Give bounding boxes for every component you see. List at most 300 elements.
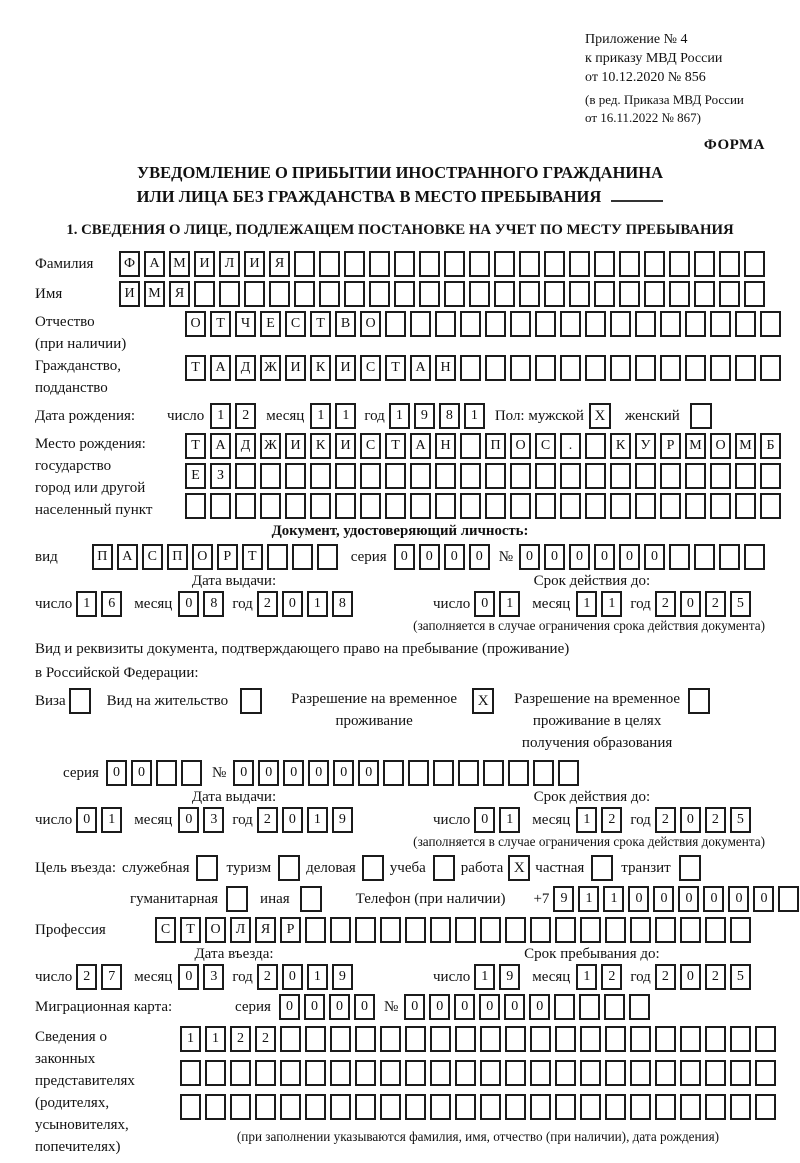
char-cell[interactable] (485, 311, 506, 337)
char-cell[interactable] (569, 251, 590, 277)
char-cell[interactable]: 2 (655, 807, 676, 833)
char-cell[interactable]: И (285, 433, 306, 459)
char-cell[interactable]: 0 (703, 886, 724, 912)
char-cell[interactable] (730, 1094, 751, 1120)
char-cell[interactable] (394, 281, 415, 307)
char-cell[interactable] (460, 463, 481, 489)
char-cell[interactable] (760, 311, 781, 337)
char-cell[interactable] (705, 1060, 726, 1086)
char-cell[interactable]: 1 (307, 964, 328, 990)
char-cell[interactable]: Я (169, 281, 190, 307)
char-cell[interactable]: 8 (203, 591, 224, 617)
char-cell[interactable] (508, 760, 529, 786)
char-cell[interactable] (380, 917, 401, 943)
char-cell[interactable] (660, 311, 681, 337)
char-cell[interactable]: Т (385, 433, 406, 459)
char-cell[interactable] (535, 463, 556, 489)
char-cell[interactable] (435, 493, 456, 519)
char-cell[interactable] (455, 917, 476, 943)
char-cell[interactable]: П (92, 544, 113, 570)
char-cell[interactable]: 1 (576, 591, 597, 617)
char-cell[interactable] (635, 463, 656, 489)
char-cell[interactable]: Л (230, 917, 251, 943)
char-cell[interactable] (480, 1026, 501, 1052)
char-cell[interactable]: 5 (730, 964, 751, 990)
char-cell[interactable] (719, 251, 740, 277)
char-cell[interactable]: Ж (260, 355, 281, 381)
char-cell[interactable] (433, 760, 454, 786)
char-cell[interactable]: М (169, 251, 190, 277)
char-cell[interactable] (405, 1026, 426, 1052)
char-cell[interactable] (710, 355, 731, 381)
char-cell[interactable]: 2 (230, 1026, 251, 1052)
char-cell[interactable]: 0 (76, 807, 97, 833)
char-cell[interactable]: К (310, 433, 331, 459)
char-cell[interactable] (317, 544, 338, 570)
char-cell[interactable]: 0 (753, 886, 774, 912)
char-cell[interactable] (630, 1026, 651, 1052)
char-cell[interactable] (485, 493, 506, 519)
char-cell[interactable]: 0 (279, 994, 300, 1020)
char-cell[interactable] (644, 281, 665, 307)
char-cell[interactable]: И (285, 355, 306, 381)
char-cell[interactable]: А (210, 355, 231, 381)
char-cell[interactable]: А (410, 433, 431, 459)
char-cell[interactable]: 2 (601, 964, 622, 990)
char-cell[interactable] (730, 917, 751, 943)
char-cell[interactable] (505, 1026, 526, 1052)
char-cell[interactable]: 1 (180, 1026, 201, 1052)
char-cell[interactable]: М (685, 433, 706, 459)
char-cell[interactable] (330, 1026, 351, 1052)
char-cell[interactable] (510, 355, 531, 381)
char-cell[interactable]: Р (660, 433, 681, 459)
char-cell[interactable]: 0 (394, 544, 415, 570)
char-cell[interactable] (760, 493, 781, 519)
char-cell[interactable] (292, 544, 313, 570)
char-cell[interactable] (535, 311, 556, 337)
char-cell[interactable] (610, 355, 631, 381)
char-cell[interactable] (519, 281, 540, 307)
char-cell[interactable]: 9 (414, 403, 435, 429)
char-cell[interactable] (355, 1094, 376, 1120)
char-cell[interactable] (419, 251, 440, 277)
char-cell[interactable]: 1 (576, 964, 597, 990)
char-cell[interactable] (430, 1094, 451, 1120)
char-cell[interactable]: 1 (389, 403, 410, 429)
char-cell[interactable]: 1 (210, 403, 231, 429)
char-cell[interactable] (558, 760, 579, 786)
char-cell[interactable]: 1 (601, 591, 622, 617)
char-cell[interactable]: 0 (504, 994, 525, 1020)
char-cell[interactable] (405, 1094, 426, 1120)
char-cell[interactable] (660, 355, 681, 381)
char-cell[interactable]: С (360, 355, 381, 381)
char-cell[interactable] (585, 463, 606, 489)
char-cell[interactable]: 2 (655, 964, 676, 990)
char-cell[interactable]: 0 (419, 544, 440, 570)
char-cell[interactable] (755, 1026, 776, 1052)
char-cell[interactable] (294, 281, 315, 307)
char-cell[interactable] (655, 1094, 676, 1120)
char-cell[interactable] (458, 760, 479, 786)
char-cell[interactable] (408, 760, 429, 786)
char-cell[interactable] (394, 251, 415, 277)
char-cell[interactable]: М (735, 433, 756, 459)
char-cell[interactable]: 2 (257, 964, 278, 990)
char-cell[interactable] (585, 355, 606, 381)
char-cell[interactable]: М (144, 281, 165, 307)
char-cell[interactable] (580, 1026, 601, 1052)
char-cell[interactable]: 0 (469, 544, 490, 570)
char-cell[interactable] (430, 1060, 451, 1086)
char-cell[interactable]: . (560, 433, 581, 459)
char-cell[interactable] (605, 1060, 626, 1086)
char-cell[interactable]: 2 (257, 807, 278, 833)
char-cell[interactable] (255, 1094, 276, 1120)
char-cell[interactable] (419, 281, 440, 307)
char-cell[interactable]: Р (280, 917, 301, 943)
char-cell[interactable] (555, 917, 576, 943)
char-cell[interactable] (180, 1094, 201, 1120)
char-cell[interactable] (635, 493, 656, 519)
char-cell[interactable] (185, 493, 206, 519)
char-cell[interactable] (605, 1026, 626, 1052)
char-cell[interactable]: 6 (101, 591, 122, 617)
char-cell[interactable] (519, 251, 540, 277)
char-cell[interactable] (629, 994, 650, 1020)
char-cell[interactable]: И (335, 355, 356, 381)
char-cell[interactable] (355, 1026, 376, 1052)
char-cell[interactable] (219, 281, 240, 307)
char-cell[interactable]: А (210, 433, 231, 459)
char-cell[interactable] (560, 311, 581, 337)
char-cell[interactable] (760, 355, 781, 381)
char-cell[interactable] (594, 251, 615, 277)
char-cell[interactable] (435, 463, 456, 489)
char-cell[interactable] (630, 1060, 651, 1086)
char-cell[interactable]: 0 (594, 544, 615, 570)
char-cell[interactable] (744, 544, 765, 570)
char-cell[interactable] (285, 493, 306, 519)
work-checkbox[interactable]: X (508, 855, 530, 881)
temp-residence-education-checkbox[interactable] (688, 688, 710, 714)
char-cell[interactable]: 0 (282, 807, 303, 833)
char-cell[interactable]: 0 (404, 994, 425, 1020)
char-cell[interactable] (605, 917, 626, 943)
char-cell[interactable] (535, 355, 556, 381)
char-cell[interactable] (280, 1026, 301, 1052)
char-cell[interactable] (455, 1026, 476, 1052)
char-cell[interactable]: 0 (728, 886, 749, 912)
char-cell[interactable] (505, 917, 526, 943)
char-cell[interactable] (444, 281, 465, 307)
char-cell[interactable] (569, 281, 590, 307)
char-cell[interactable]: 1 (499, 591, 520, 617)
residence-permit-checkbox[interactable] (240, 688, 262, 714)
char-cell[interactable] (669, 544, 690, 570)
char-cell[interactable] (360, 463, 381, 489)
char-cell[interactable]: С (535, 433, 556, 459)
char-cell[interactable] (655, 1060, 676, 1086)
char-cell[interactable] (205, 1094, 226, 1120)
char-cell[interactable] (735, 355, 756, 381)
char-cell[interactable] (730, 1026, 751, 1052)
char-cell[interactable] (535, 493, 556, 519)
char-cell[interactable]: Т (242, 544, 263, 570)
char-cell[interactable]: 3 (203, 807, 224, 833)
char-cell[interactable]: 0 (474, 807, 495, 833)
char-cell[interactable] (560, 355, 581, 381)
char-cell[interactable] (194, 281, 215, 307)
char-cell[interactable] (610, 493, 631, 519)
char-cell[interactable]: 2 (601, 807, 622, 833)
char-cell[interactable]: 7 (101, 964, 122, 990)
char-cell[interactable] (555, 1094, 576, 1120)
char-cell[interactable] (533, 760, 554, 786)
char-cell[interactable] (510, 463, 531, 489)
char-cell[interactable] (385, 463, 406, 489)
char-cell[interactable]: Е (185, 463, 206, 489)
char-cell[interactable]: Я (269, 251, 290, 277)
char-cell[interactable]: Ч (235, 311, 256, 337)
char-cell[interactable]: 1 (576, 807, 597, 833)
char-cell[interactable] (156, 760, 177, 786)
char-cell[interactable]: 1 (578, 886, 599, 912)
char-cell[interactable] (430, 917, 451, 943)
study-checkbox[interactable] (433, 855, 455, 881)
char-cell[interactable] (380, 1060, 401, 1086)
char-cell[interactable] (719, 544, 740, 570)
char-cell[interactable]: О (192, 544, 213, 570)
char-cell[interactable] (619, 251, 640, 277)
char-cell[interactable] (319, 251, 340, 277)
char-cell[interactable] (280, 1094, 301, 1120)
char-cell[interactable]: 1 (205, 1026, 226, 1052)
official-checkbox[interactable] (196, 855, 218, 881)
char-cell[interactable] (730, 1060, 751, 1086)
char-cell[interactable] (735, 463, 756, 489)
char-cell[interactable]: 0 (329, 994, 350, 1020)
char-cell[interactable] (710, 463, 731, 489)
char-cell[interactable]: 0 (354, 994, 375, 1020)
char-cell[interactable] (560, 493, 581, 519)
char-cell[interactable]: О (710, 433, 731, 459)
char-cell[interactable]: 2 (257, 591, 278, 617)
char-cell[interactable] (555, 1026, 576, 1052)
char-cell[interactable]: Д (235, 355, 256, 381)
char-cell[interactable] (544, 251, 565, 277)
transit-checkbox[interactable] (679, 855, 701, 881)
char-cell[interactable] (480, 1094, 501, 1120)
char-cell[interactable]: 0 (333, 760, 354, 786)
char-cell[interactable] (235, 463, 256, 489)
char-cell[interactable]: 0 (678, 886, 699, 912)
char-cell[interactable]: 5 (730, 591, 751, 617)
char-cell[interactable] (455, 1094, 476, 1120)
char-cell[interactable]: 0 (474, 591, 495, 617)
char-cell[interactable]: 1 (464, 403, 485, 429)
char-cell[interactable]: 0 (680, 964, 701, 990)
char-cell[interactable]: О (510, 433, 531, 459)
char-cell[interactable] (530, 1094, 551, 1120)
char-cell[interactable] (530, 1026, 551, 1052)
char-cell[interactable]: 0 (358, 760, 379, 786)
char-cell[interactable] (705, 1094, 726, 1120)
char-cell[interactable]: 0 (628, 886, 649, 912)
char-cell[interactable] (460, 493, 481, 519)
char-cell[interactable] (710, 311, 731, 337)
char-cell[interactable]: 1 (307, 807, 328, 833)
char-cell[interactable] (694, 544, 715, 570)
char-cell[interactable]: Т (385, 355, 406, 381)
char-cell[interactable] (485, 355, 506, 381)
char-cell[interactable]: Е (260, 311, 281, 337)
char-cell[interactable]: Л (219, 251, 240, 277)
char-cell[interactable] (680, 1060, 701, 1086)
char-cell[interactable]: А (410, 355, 431, 381)
char-cell[interactable] (380, 1026, 401, 1052)
char-cell[interactable] (680, 1094, 701, 1120)
char-cell[interactable] (604, 994, 625, 1020)
char-cell[interactable]: 5 (730, 807, 751, 833)
char-cell[interactable]: 0 (233, 760, 254, 786)
char-cell[interactable] (694, 251, 715, 277)
char-cell[interactable] (469, 251, 490, 277)
char-cell[interactable]: 0 (544, 544, 565, 570)
char-cell[interactable] (285, 463, 306, 489)
char-cell[interactable] (630, 1094, 651, 1120)
char-cell[interactable] (510, 311, 531, 337)
char-cell[interactable]: 0 (178, 964, 199, 990)
char-cell[interactable]: 3 (203, 964, 224, 990)
char-cell[interactable]: 0 (178, 591, 199, 617)
char-cell[interactable] (530, 1060, 551, 1086)
char-cell[interactable] (210, 493, 231, 519)
char-cell[interactable] (455, 1060, 476, 1086)
char-cell[interactable]: Б (760, 433, 781, 459)
female-checkbox[interactable] (690, 403, 712, 429)
char-cell[interactable]: 2 (655, 591, 676, 617)
char-cell[interactable]: 1 (101, 807, 122, 833)
char-cell[interactable] (255, 1060, 276, 1086)
char-cell[interactable] (735, 311, 756, 337)
char-cell[interactable] (669, 281, 690, 307)
char-cell[interactable]: 0 (479, 994, 500, 1020)
char-cell[interactable] (330, 917, 351, 943)
char-cell[interactable] (494, 251, 515, 277)
char-cell[interactable] (610, 311, 631, 337)
char-cell[interactable] (705, 1026, 726, 1052)
humanitarian-checkbox[interactable] (226, 886, 248, 912)
char-cell[interactable] (355, 917, 376, 943)
char-cell[interactable] (544, 281, 565, 307)
char-cell[interactable] (410, 493, 431, 519)
char-cell[interactable] (755, 1060, 776, 1086)
char-cell[interactable] (505, 1094, 526, 1120)
char-cell[interactable]: В (335, 311, 356, 337)
char-cell[interactable]: О (185, 311, 206, 337)
char-cell[interactable]: 0 (653, 886, 674, 912)
char-cell[interactable]: 1 (307, 591, 328, 617)
char-cell[interactable] (585, 433, 606, 459)
char-cell[interactable] (310, 493, 331, 519)
char-cell[interactable]: 0 (454, 994, 475, 1020)
char-cell[interactable] (560, 463, 581, 489)
char-cell[interactable] (385, 311, 406, 337)
char-cell[interactable]: К (310, 355, 331, 381)
char-cell[interactable] (330, 1094, 351, 1120)
char-cell[interactable] (685, 463, 706, 489)
char-cell[interactable]: 0 (429, 994, 450, 1020)
char-cell[interactable] (319, 281, 340, 307)
char-cell[interactable] (655, 1026, 676, 1052)
char-cell[interactable]: Т (310, 311, 331, 337)
char-cell[interactable] (385, 493, 406, 519)
char-cell[interactable] (505, 1060, 526, 1086)
char-cell[interactable]: Т (210, 311, 231, 337)
char-cell[interactable]: 2 (705, 807, 726, 833)
male-checkbox[interactable]: X (589, 403, 611, 429)
char-cell[interactable]: Т (185, 433, 206, 459)
char-cell[interactable]: 0 (282, 964, 303, 990)
char-cell[interactable] (405, 917, 426, 943)
char-cell[interactable]: 9 (499, 964, 520, 990)
char-cell[interactable]: О (360, 311, 381, 337)
char-cell[interactable] (260, 493, 281, 519)
char-cell[interactable] (580, 1060, 601, 1086)
char-cell[interactable]: Н (435, 355, 456, 381)
char-cell[interactable] (680, 1026, 701, 1052)
char-cell[interactable]: 0 (644, 544, 665, 570)
char-cell[interactable] (483, 760, 504, 786)
char-cell[interactable] (630, 917, 651, 943)
char-cell[interactable]: Н (435, 433, 456, 459)
char-cell[interactable]: 1 (335, 403, 356, 429)
char-cell[interactable] (269, 281, 290, 307)
char-cell[interactable]: А (117, 544, 138, 570)
char-cell[interactable]: Р (217, 544, 238, 570)
char-cell[interactable]: 1 (310, 403, 331, 429)
char-cell[interactable]: 2 (255, 1026, 276, 1052)
char-cell[interactable] (744, 281, 765, 307)
char-cell[interactable] (305, 1094, 326, 1120)
char-cell[interactable] (410, 311, 431, 337)
temp-residence-checkbox[interactable]: X (472, 688, 494, 714)
char-cell[interactable] (644, 251, 665, 277)
char-cell[interactable]: 2 (76, 964, 97, 990)
char-cell[interactable]: 1 (603, 886, 624, 912)
char-cell[interactable]: С (142, 544, 163, 570)
char-cell[interactable] (280, 1060, 301, 1086)
char-cell[interactable] (669, 251, 690, 277)
char-cell[interactable]: С (360, 433, 381, 459)
char-cell[interactable] (635, 311, 656, 337)
char-cell[interactable] (605, 1094, 626, 1120)
char-cell[interactable]: 1 (76, 591, 97, 617)
char-cell[interactable] (580, 1094, 601, 1120)
char-cell[interactable]: И (244, 251, 265, 277)
char-cell[interactable]: 0 (680, 591, 701, 617)
char-cell[interactable] (405, 1060, 426, 1086)
char-cell[interactable]: 2 (705, 591, 726, 617)
other-purpose-checkbox[interactable] (300, 886, 322, 912)
char-cell[interactable] (660, 493, 681, 519)
char-cell[interactable] (744, 251, 765, 277)
char-cell[interactable]: 0 (283, 760, 304, 786)
char-cell[interactable] (580, 917, 601, 943)
char-cell[interactable]: П (167, 544, 188, 570)
